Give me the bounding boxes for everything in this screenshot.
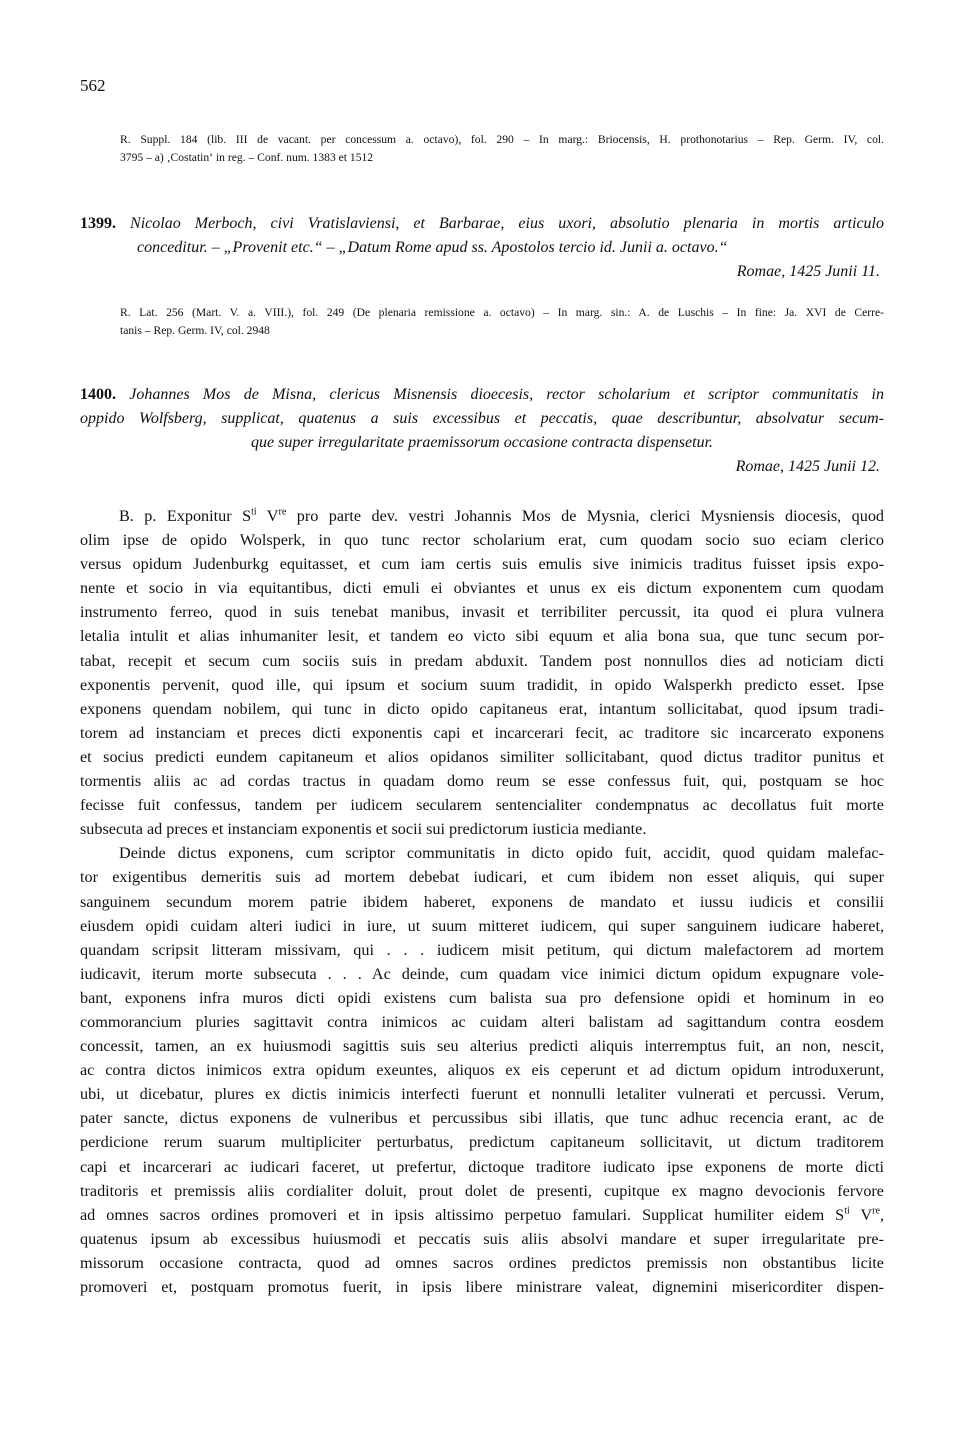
regest-line: oppido Wolfsberg, supplicat, quatenus a suis excessibus et peccatis, quae describuntur, absolvatur secum- <box>80 410 884 427</box>
text-line: et socius predicti eundem capitaneum et alios opidanos similiter sollicitabant, quod dictus traditor punitus et <box>80 747 884 766</box>
superscript: re <box>278 506 287 518</box>
text-run: B. p. Exponitur S <box>119 507 252 525</box>
paragraph-2 <box>80 841 884 1299</box>
text-line: exponens quendam nobilem, qui tunc in dicto opido capitaneus erat, intantum sollicitabat, quod ipsum tradi- <box>80 699 884 718</box>
text-line: eiusdem opidi cuidam alteri iudici in iure, ut suum mitteret iudicem, qui super sanguinem iudicare haberet, <box>80 916 884 935</box>
text-line: traditoris et premissis aliis cordialiter doluit, prout dolet de presenti, cupitque ex magno devocionis fervore <box>80 1181 884 1200</box>
paragraph-1 <box>80 504 884 528</box>
entry-number: 1399. <box>80 215 116 232</box>
text-line: concessit, tamen, an ex huiusmodi sagittis suis seu alterius predicti aliquis interremptus fuit, an non, nescit, <box>80 1037 884 1056</box>
paragraph-1-cont <box>80 528 884 841</box>
regest-date: Romae, 1425 Junii 12. <box>735 458 880 475</box>
text-line: perdicione rerum suarum multipliciter perturbatus, predictum capitaneum sollicitavit, ut dictum traditorem <box>80 1133 884 1152</box>
text-line: torem ad instanciam et preces dicti exponentis capi et incarcerari fecit, ac traditore sic incarcerato exponens <box>80 723 884 742</box>
text-line: instrumento ferreo, quod in suis tenebat manibus, invasit et terribiliter percussit, ita quod ei plura vulnera <box>80 603 884 622</box>
superscript: ti <box>251 506 257 518</box>
text-run: , <box>879 1205 884 1224</box>
text-run: pro parte dev. vestri Johannis Mos de Mysnia, clerici Mysniensis diocesis, quod <box>286 507 885 525</box>
superscript: re <box>872 1205 880 1217</box>
text-line: pater sancte, dictus exponens de vulneribus et percussibus sibi illatis, que tunc adhuc recencia erant, ac de <box>80 1109 884 1128</box>
text-line: tormentis aliis ac ad cordas tractus in quadam domo reum se esse confessus fuit, qui, postquam se hoc <box>80 772 884 791</box>
regest-line: que super irregularitate praemissorum occasione contracta dispensetur. <box>250 434 714 451</box>
text-line: versus opidum Judenburkg equitasset, et cum iam certis suis emulis sive inimicis traditus fuisset ipsis expo- <box>80 555 884 574</box>
regest-date: Romae, 1425 Junii 11. <box>736 263 880 280</box>
regest-line: Johannes Mos de Misna, clericus Misnensis dioecesis, rector scholarium et scriptor communitatis in <box>129 386 884 403</box>
regest-1400 <box>80 383 884 479</box>
note-line: R. Suppl. 184 (lib. III de vacant. per concessum a. octavo), fol. 290 – In marg.: Briocensis, H. prothonotarius – Rep. Germ. IV, col. <box>120 133 884 146</box>
regest-line: conceditur. – „Provenit etc.“ – „Datum Rome apud ss. Apostolos tercio id. Junii a. octavo.“ <box>137 239 728 256</box>
text-line: promoveri et, postquam promotus fuerit, in ipsis libere ministrare valeat, dignemini misericorditer dispen- <box>80 1278 884 1296</box>
footnote-1398 <box>120 131 884 167</box>
text-line: commorancium pluries sagittavit contra inimicos ac cuidam alteri balistam ad sagittandum contra eosdem <box>80 1012 884 1031</box>
text-line <box>80 1203 884 1227</box>
note-line: tanis – Rep. Germ. IV, col. 2948 <box>120 324 270 337</box>
text-line: quandam scripsit litteram missivam, qui . . . iudicem misit petitum, qui dictum malefactorem ad mortem <box>80 940 884 959</box>
page-number: 562 <box>80 76 106 95</box>
text-line: olim ipse de opido Wolsperk, in quo tunc rector scholarium erat, cum quodam socio suo eciam clerico <box>80 531 884 550</box>
text-line: quatenus ipsum ab excessibus huiusmodi et peccatis suis aliis absolvi mandare et super irregularitate pre- <box>80 1229 884 1248</box>
footnote-1399 <box>120 304 884 340</box>
text-line: tor exigentibus demeritis suis ad mortem debebat iudicari, et cum ibidem non esset aliquis, qui super <box>80 868 884 887</box>
entry-number: 1400. <box>80 386 116 403</box>
text-line: tabat, recepit et secum cum sociis suis in predam abduxit. Tandem post nonnullos dies ad noticiam dicti <box>80 651 884 670</box>
text-line: missorum occasione contracta, quod ad omnes sacros ordines predictos premissis non obstantibus licite <box>80 1253 884 1272</box>
text-line <box>119 504 884 528</box>
text-line: subsecuta ad preces et instanciam exponentis et socii sui predictorum iusticia mediante. <box>80 820 647 839</box>
note-line: R. Lat. 256 (Mart. V. a. VIII.), fol. 249 (De plenaria remissione a. octavo) – In marg. sin.: A. de Luschis – In fine: Ja. XVI de Cerre- <box>120 306 884 319</box>
text-run: ad omnes sacros ordines promoveri et in ipsis altissimo perpetuo famulari. Supplicat humiliter eidem S <box>80 1205 845 1224</box>
petition-text <box>80 504 884 1299</box>
text-line: ac contra dictos inimicos extra opidum exeuntes, aliquos ex eis ceperunt et ad dictum opidum introduxerunt, <box>80 1061 884 1080</box>
superscript: ti <box>844 1205 850 1217</box>
text-line: Deinde dictus exponens, cum scriptor communitatis in dicto opido fuit, accidit, quod quidam malefac- <box>119 844 884 863</box>
text-run: V <box>849 1205 873 1224</box>
text-run: V <box>256 507 279 525</box>
text-line: sanguinem secundum morem patrie ibidem haberet, exponens de mandato et iussu iudicis et consilii <box>80 892 884 911</box>
text-line: iudicavit, iterum morte subsecuta . . . Ac deinde, cum quadam vice inimici dictum opidum expugnare vole- <box>80 964 884 983</box>
text-line: letalia intulit et alias inhumaniter lesit, et tandem eo victo sibi equum et alia bona sua, que tunc secum por- <box>80 627 884 646</box>
text-line: exponentis pervenit, quod ille, qui ipsum et socium suum tradidit, in opido Walsperkh predicto esset. Ipse <box>80 675 884 694</box>
text-line: fecisse fuit confessus, tandem per iudicem secularem sentencialiter condempnatus ac decollatus fuit morte <box>80 796 884 815</box>
text-line: ubi, ut dicebatur, plures ex dictis inimicis interfecti fuerunt et nonnulli letaliter vulnerati et percussi. Verum, <box>80 1085 884 1104</box>
regest-line: Nicolao Merboch, civi Vratislaviensi, et Barbarae, eius uxori, absolutio plenaria in mortis articulo <box>130 215 885 232</box>
note-line: 3795 – a) ‚Costatin‘ in reg. – Conf. num. 1383 et 1512 <box>120 151 374 164</box>
text-line: bant, exponens infra muros dicti opidi existens cum balista sua pro defensione opidi et hominum in eo <box>80 988 884 1007</box>
text-line: capi et incarcerari ac iudicari faceret, ut prefertur, dictoque traditore iudicato ipse exponens de morte dicti <box>80 1157 884 1176</box>
regest-1399 <box>80 212 884 284</box>
text-line: nente et socio in via equitantibus, dicti emuli ei obviantes et unus ex eis dictum exponentem cum quodam <box>80 579 884 598</box>
